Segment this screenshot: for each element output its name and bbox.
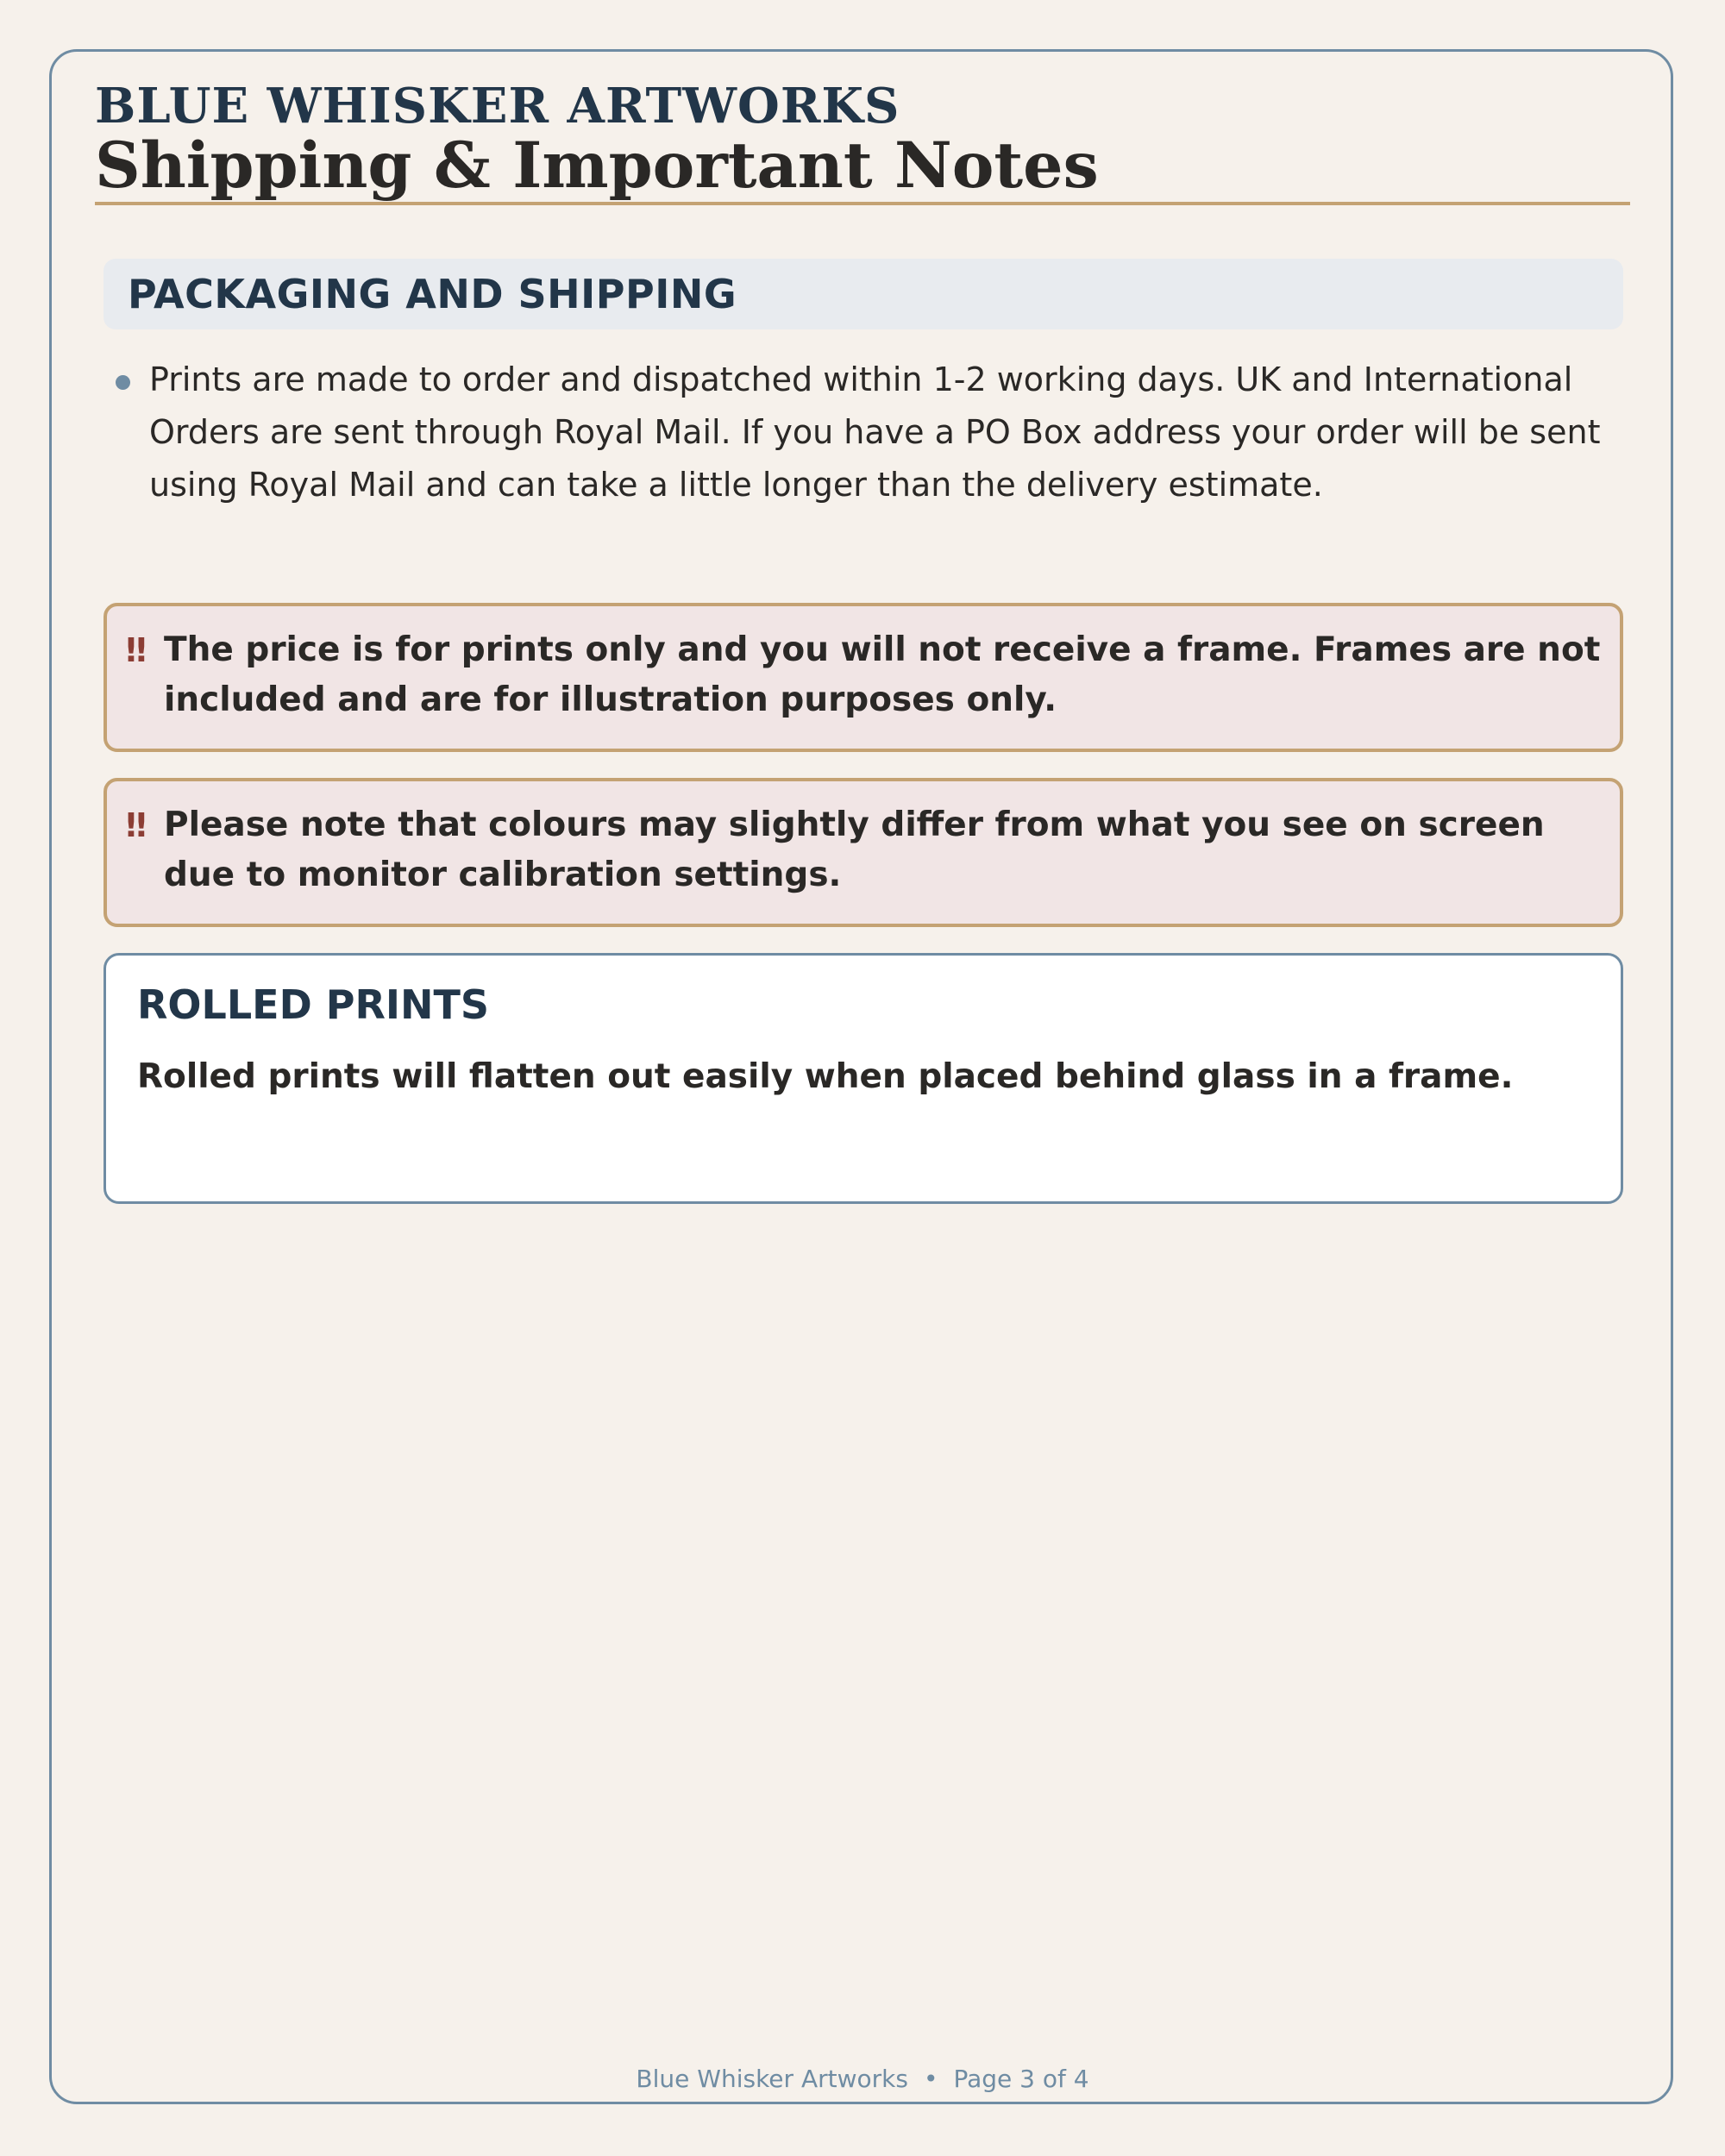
double-exclamation-icon: ‼ — [126, 806, 147, 844]
rolled-prints-card — [104, 953, 1623, 1204]
double-exclamation-icon: ‼ — [126, 631, 147, 669]
page-footer — [0, 2064, 1725, 2095]
notice-text: Please note that colours may slightly differ from what you see on screen due to monitor calibration settings. — [164, 805, 1545, 894]
rolled-prints-title: ROLLED PRINTS — [137, 981, 490, 1028]
footer-brand: Blue Whisker Artworks — [636, 2065, 908, 2093]
notice-frame-not-included — [104, 603, 1623, 752]
bullet-icon — [116, 375, 130, 390]
list-item: Prints are made to order and dispatched within 1-2 working days. UK and International Orders are sent through Royal Mail. If you have a PO Box address your order will be sent using Royal Mail and can take a little longer than the delivery estimate. — [149, 360, 1601, 504]
page-number: Page 3 of 4 — [953, 2065, 1089, 2093]
section-title-packaging: PACKAGING AND SHIPPING — [128, 271, 737, 317]
page-title: Shipping & Important Notes — [95, 128, 1099, 203]
rolled-prints-text: Rolled prints will flatten out easily when placed behind glass in a frame. — [137, 1057, 1514, 1096]
page-header — [95, 78, 1630, 205]
section-header-packaging — [104, 259, 1623, 329]
footer-separator: • — [923, 2065, 938, 2093]
notice-text: The price is for prints only and you will not receive a frame. Frames are not included and are for illustration purposes only. — [164, 630, 1601, 719]
notice-colour-difference — [104, 778, 1623, 927]
brand-name: BLUE WHISKER ARTWORKS — [95, 78, 900, 135]
